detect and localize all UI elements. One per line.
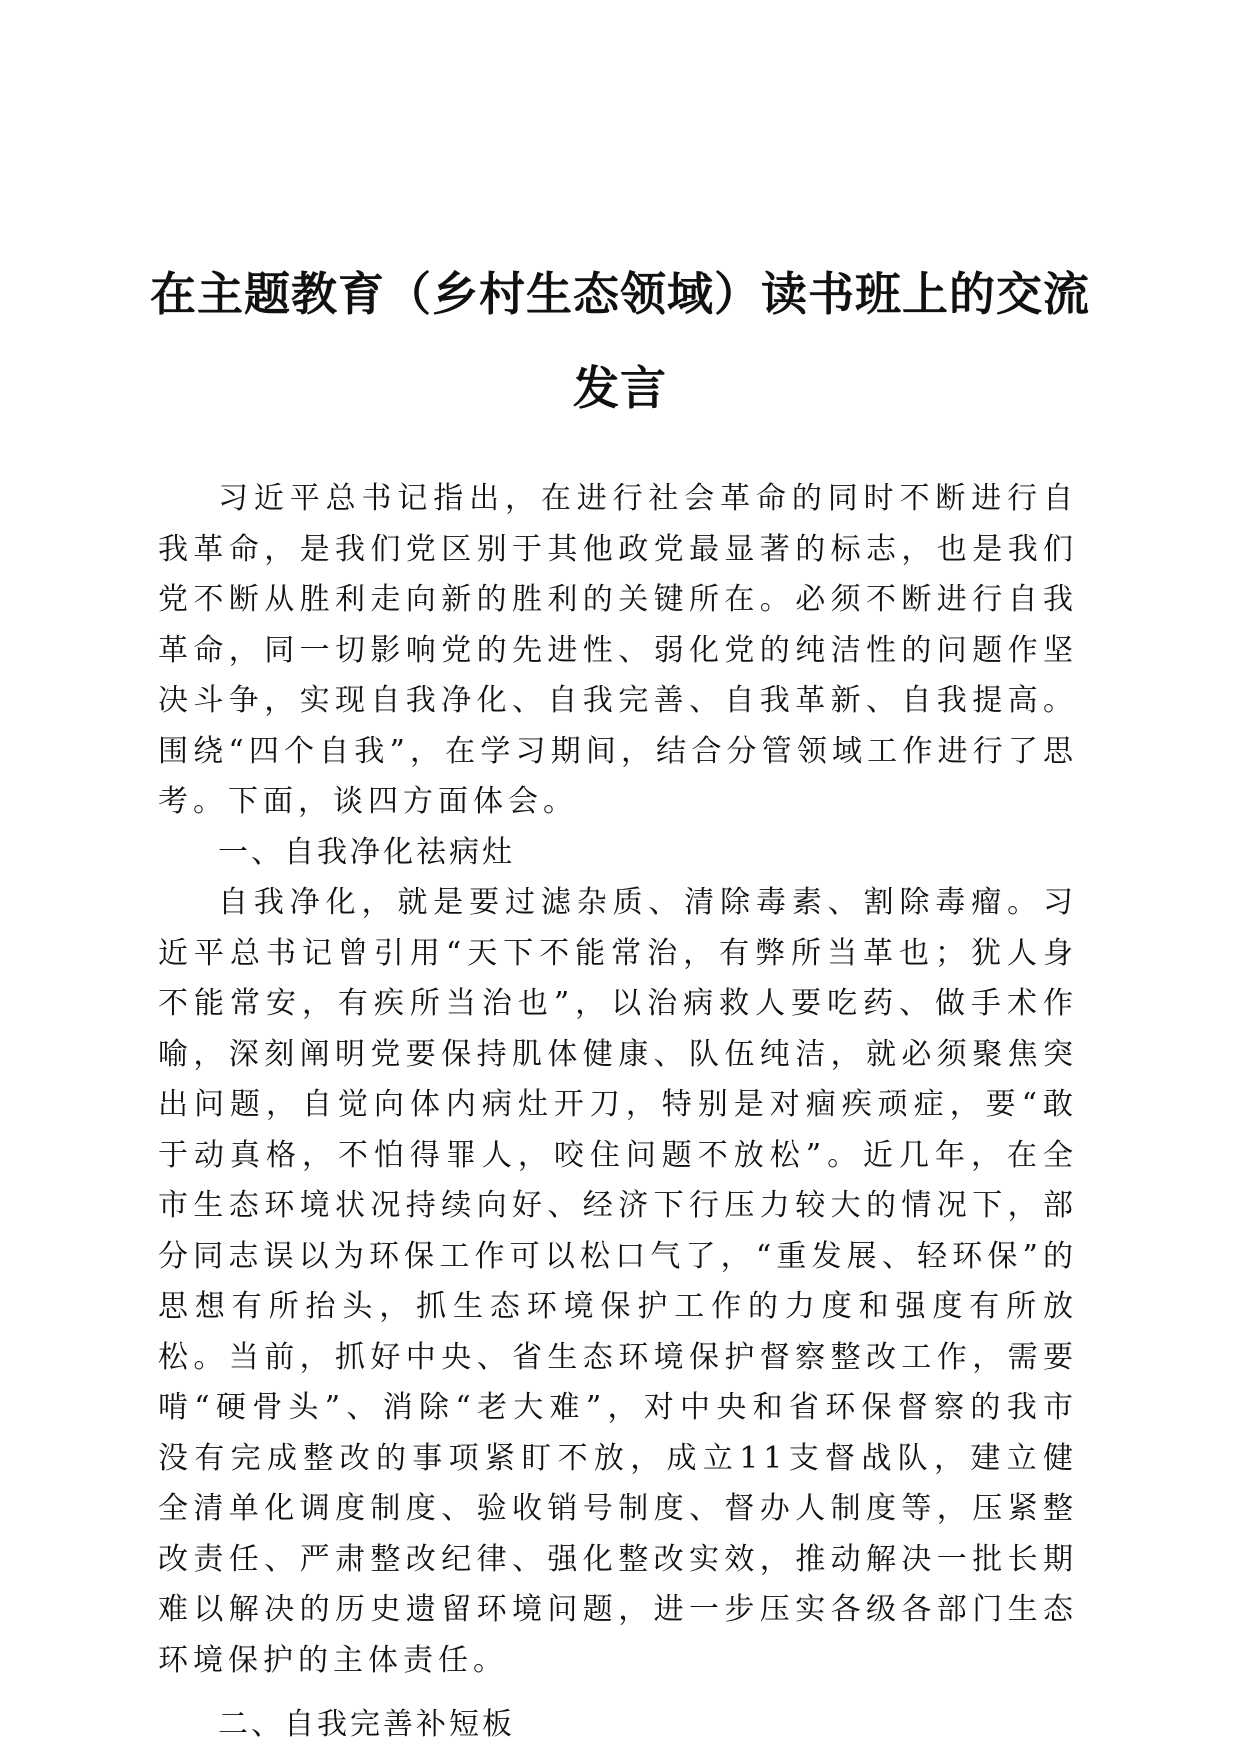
section-2-heading: 二、自我完善补短板	[218, 1707, 515, 1742]
document-body	[158, 474, 1078, 1751]
section-1-heading: 一、自我净化祛病灶	[218, 834, 515, 870]
intro-paragraph: 习近平总书记指出，在进行社会革命的同时不断进行自我革命，是我们党区别于其他政党最显著的标志，也是我们党不断从胜利走向新的胜利的关键所在。必须不断进行自我革命，同一切影响党的先进性、弱化党的纯洁性的问题作坚决斗争，实现自我净化、自我完善、自我革新、自我提高。围绕“四个自我”，在学习期间，结合分管领域工作进行了思考。下面，谈四方面体会。	[158, 481, 1078, 819]
section-1-paragraph: 自我净化，就是要过滤杂质、清除毒素、割除毒瘤。习近平总书记曾引用“天下不能常治，有弊所当革也；犹人身不能常安，有疾所当治也”，以治病救人要吃药、做手术作喻，深刻阐明党要保持肌体健康、队伍纯洁，就必须聚焦突出问题，自觉向体内病灶开刀，特别是对痼疾顽症，要“敢于动真格，不怕得罪人，咬住问题不放松”。近几年，在全市生态环境状况持续向好、经济下行压力较大的情况下，部分同志误以为环保工作可以松口气了，“重发展、轻环保”的思想有所抬头，抓生态环境保护工作的力度和强度有所放松。当前，抓好中央、省生态环境保护督察整改工作，需要啃“硬骨头”、消除“老大难”，对中央和省环保督察的我市没有完成整改的事项紧盯不放，成立11支督战队，建立健全清单化调度制度、验收销号制度、督办人制度等，压紧整改责任、严肃整改纪律、强化整改实效，推动解决一批长期难以解决的历史遗留环境问题，进一步压实各级各部门生态环境保护的主体责任。	[158, 885, 1078, 1678]
document-title-line-1: 在主题教育（乡村生态领域）读书班上的交流	[150, 267, 1090, 321]
document-title-line-2: 发言	[573, 361, 667, 415]
